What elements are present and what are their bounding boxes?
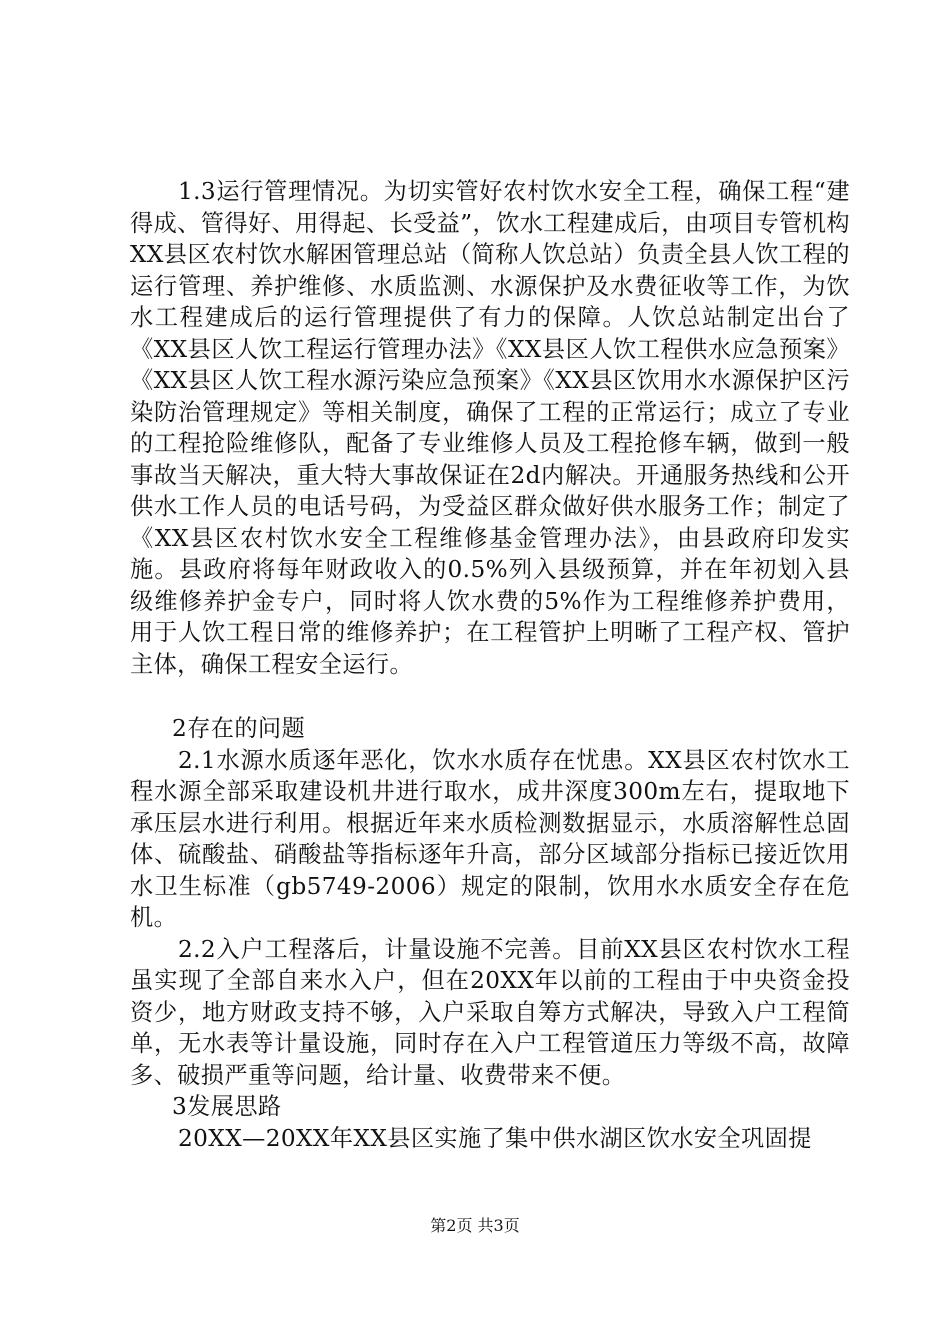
section-heading-development: 3发展思路 bbox=[172, 1093, 282, 1120]
paragraph-water-quality: 2.1水源水质逐年恶化，饮水水质存在忧患。XX县区农村饮水工程水源全部采取建设机井进行取水，成井深度300m左右，提取地下承压层水进行利用。根据近年来水质检测数据显示，水质溶解性总固体、硫酸盐、硝酸盐等指标逐年升高，部分区域部分指标已接近饮用水卫生标准（gb5749-2006）规定的限制，饮用水水质安全存在危机。 bbox=[130, 746, 850, 931]
document-body bbox=[130, 176, 850, 1154]
paragraph-operation-management: 1.3运行管理情况。为切实管好农村饮水安全工程，确保工程“建得成、管得好、用得起、长受益”，饮水工程建成后，由项目专管机构XX县区农村饮水解困管理总站（简称人饮总站）负责全县人饮工程的运行管理、养护维修、水质监测、水源保护及水费征收等工作，为饮水工程建成后的运行管理提供了有力的保障。人饮总站制定出台了《XX县区人饮工程运行管理办法》《XX县区人饮工程供水应急预案》《XX县区人饮工程水源污染应急预案》《XX县区饮用水水源保护区污染防治管理规定》等相关制度，确保了工程的正常运行；成立了专业的工程抢险维修队，配备了专业维修人员及工程抢修车辆，做到一般事故当天解决，重大特大事故保证在2d内解决。开通服务热线和公开供水工作人员的电话号码，为受益区群众做好供水服务工作；制定了《XX县区农村饮水安全工程维修基金管理办法》，由县政府印发实施。县政府将每年财政收入的0.5%列入县级预算，并在年初划入县级维修养护金专户，同时将人饮水费的5%作为工程维修养护费用，用于人饮工程日常的维修养护；在工程管护上明晰了工程产权、管护主体，确保工程安全运行。 bbox=[130, 178, 850, 678]
page-footer: 第2页 共3页 bbox=[430, 1216, 520, 1235]
paragraph-development-intro: 20XX—20XX年XX县区实施了集中供水湖区饮水安全巩固提 bbox=[178, 1124, 812, 1152]
section-heading-problems: 2存在的问题 bbox=[172, 715, 306, 742]
paragraph-household-engineering: 2.2入户工程落后，计量设施不完善。目前XX县区农村饮水工程虽实现了全部自来水入户，但在20XX年以前的工程由于中央资金投资少，地方财政支持不够，入户采取自筹方式解决，导致入户工程简单，无水表等计量设施，同时存在入户工程管道压力等级不高，故障多、破损严重等问题，给计量、收费带来不便。 bbox=[130, 935, 850, 1089]
